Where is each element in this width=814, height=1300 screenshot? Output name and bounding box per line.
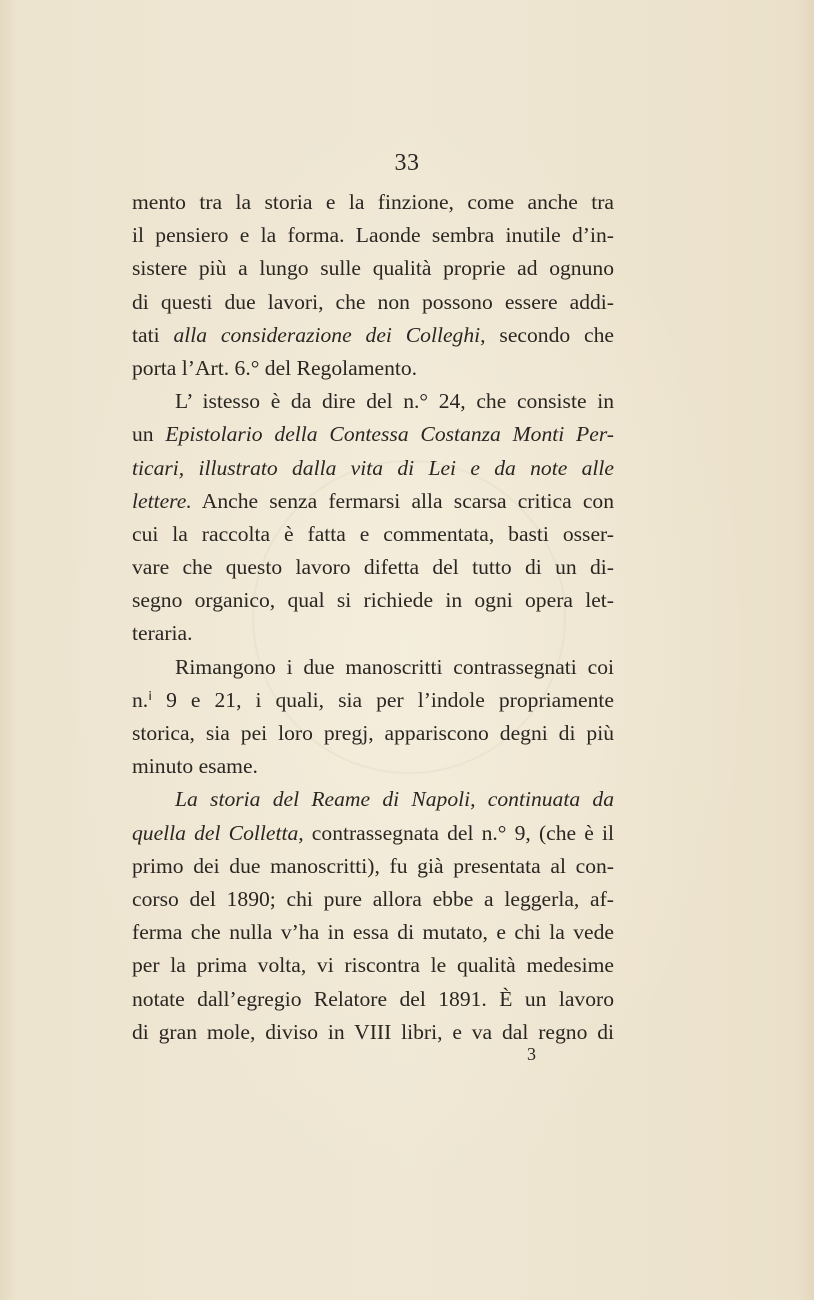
italic-text: La storia del Reame di Napoli, continuata da [175, 787, 614, 812]
text-line [132, 651, 614, 684]
text-run: contrassegnata del n.° 9, (che è il [303, 820, 614, 845]
text-line [132, 883, 614, 916]
text-line [132, 850, 614, 883]
text-run: il pensiero e la forma. Laonde sembra inutile d’in- [132, 223, 614, 248]
text-line [132, 617, 614, 650]
text-run: di gran mole, diviso in VIII libri, e va dal regno di [132, 1019, 614, 1044]
italic-text: Epistolario della Contessa Costanza Monti Per- [165, 422, 614, 447]
text-line [132, 485, 614, 518]
text-run: primo dei due manoscritti), fu già presentata al con- [132, 853, 614, 878]
text-line [132, 452, 614, 485]
text-run: porta l’Art. 6.° del Regolamento. [132, 355, 418, 380]
text-line [132, 319, 614, 352]
text-run: n.ⁱ 9 e 21, i quali, sia per l’indole propriamente [132, 687, 614, 712]
text-run: cui la raccolta è fatta e commentata, basti osser- [132, 521, 614, 546]
text-line [132, 551, 614, 584]
text-line [132, 1016, 614, 1049]
italic-text: quella del Colletta, [132, 820, 304, 845]
text-run: vare che questo lavoro difetta del tutto di un di- [132, 555, 614, 580]
text-line [132, 949, 614, 982]
text-line [132, 186, 614, 219]
text-line [132, 252, 614, 285]
text-line [132, 817, 614, 850]
text-line [132, 584, 614, 617]
text-run: di questi due lavori, che non possono essere addi- [132, 289, 614, 314]
text-run: teraria. [132, 621, 193, 646]
text-line [132, 219, 614, 252]
page-number: 33 [394, 150, 420, 176]
text-line [132, 750, 614, 783]
signature-mark: 3 [527, 1044, 536, 1064]
text-run: notate dall’egregio Relatore del 1891. È un lavoro [132, 986, 614, 1011]
text-run: segno organico, qual si richiede in ogni opera let- [132, 588, 614, 613]
text-line [132, 518, 614, 551]
text-run: minuto esame. [132, 754, 258, 779]
text-line [132, 352, 614, 385]
text-run: sistere più a lungo sulle qualità proprie ad ognuno [132, 256, 614, 281]
italic-text: ticari, illustrato dalla vita di Lei e da note alle [132, 455, 614, 480]
text-line [132, 717, 614, 750]
text-run: ferma che nulla v’ha in essa di mutato, e chi la vede [132, 920, 614, 945]
text-run: un [132, 422, 166, 447]
italic-text: alla considerazione dei Colleghi, [173, 322, 486, 347]
text-run: tati [132, 322, 174, 347]
text-run: L’ istesso è da dire del n.° 24, che consiste in [175, 389, 614, 414]
text-run: corso del 1890; chi pure allora ebbe a leggerla, af- [132, 886, 614, 911]
text-run: secondo che [485, 322, 615, 347]
text-line [132, 684, 614, 717]
body-text [132, 186, 614, 1049]
text-run: per la prima volta, vi riscontra le qualità medesime [132, 953, 614, 978]
text-line [132, 916, 614, 949]
text-line [132, 418, 614, 451]
text-line [132, 385, 614, 418]
text-run: Rimangono i due manoscritti contrassegnati coi [175, 654, 614, 679]
text-line [132, 983, 614, 1016]
text-run: storica, sia pei loro pregj, appariscono degni di più [132, 721, 614, 745]
text-run: Anche senza fermarsi alla scarsa critica con [191, 488, 614, 513]
text-line [132, 286, 614, 319]
text-line [132, 783, 614, 816]
italic-text: lettere. [132, 488, 192, 513]
text-run: mento tra la storia e la finzione, come anche tra [132, 190, 614, 214]
